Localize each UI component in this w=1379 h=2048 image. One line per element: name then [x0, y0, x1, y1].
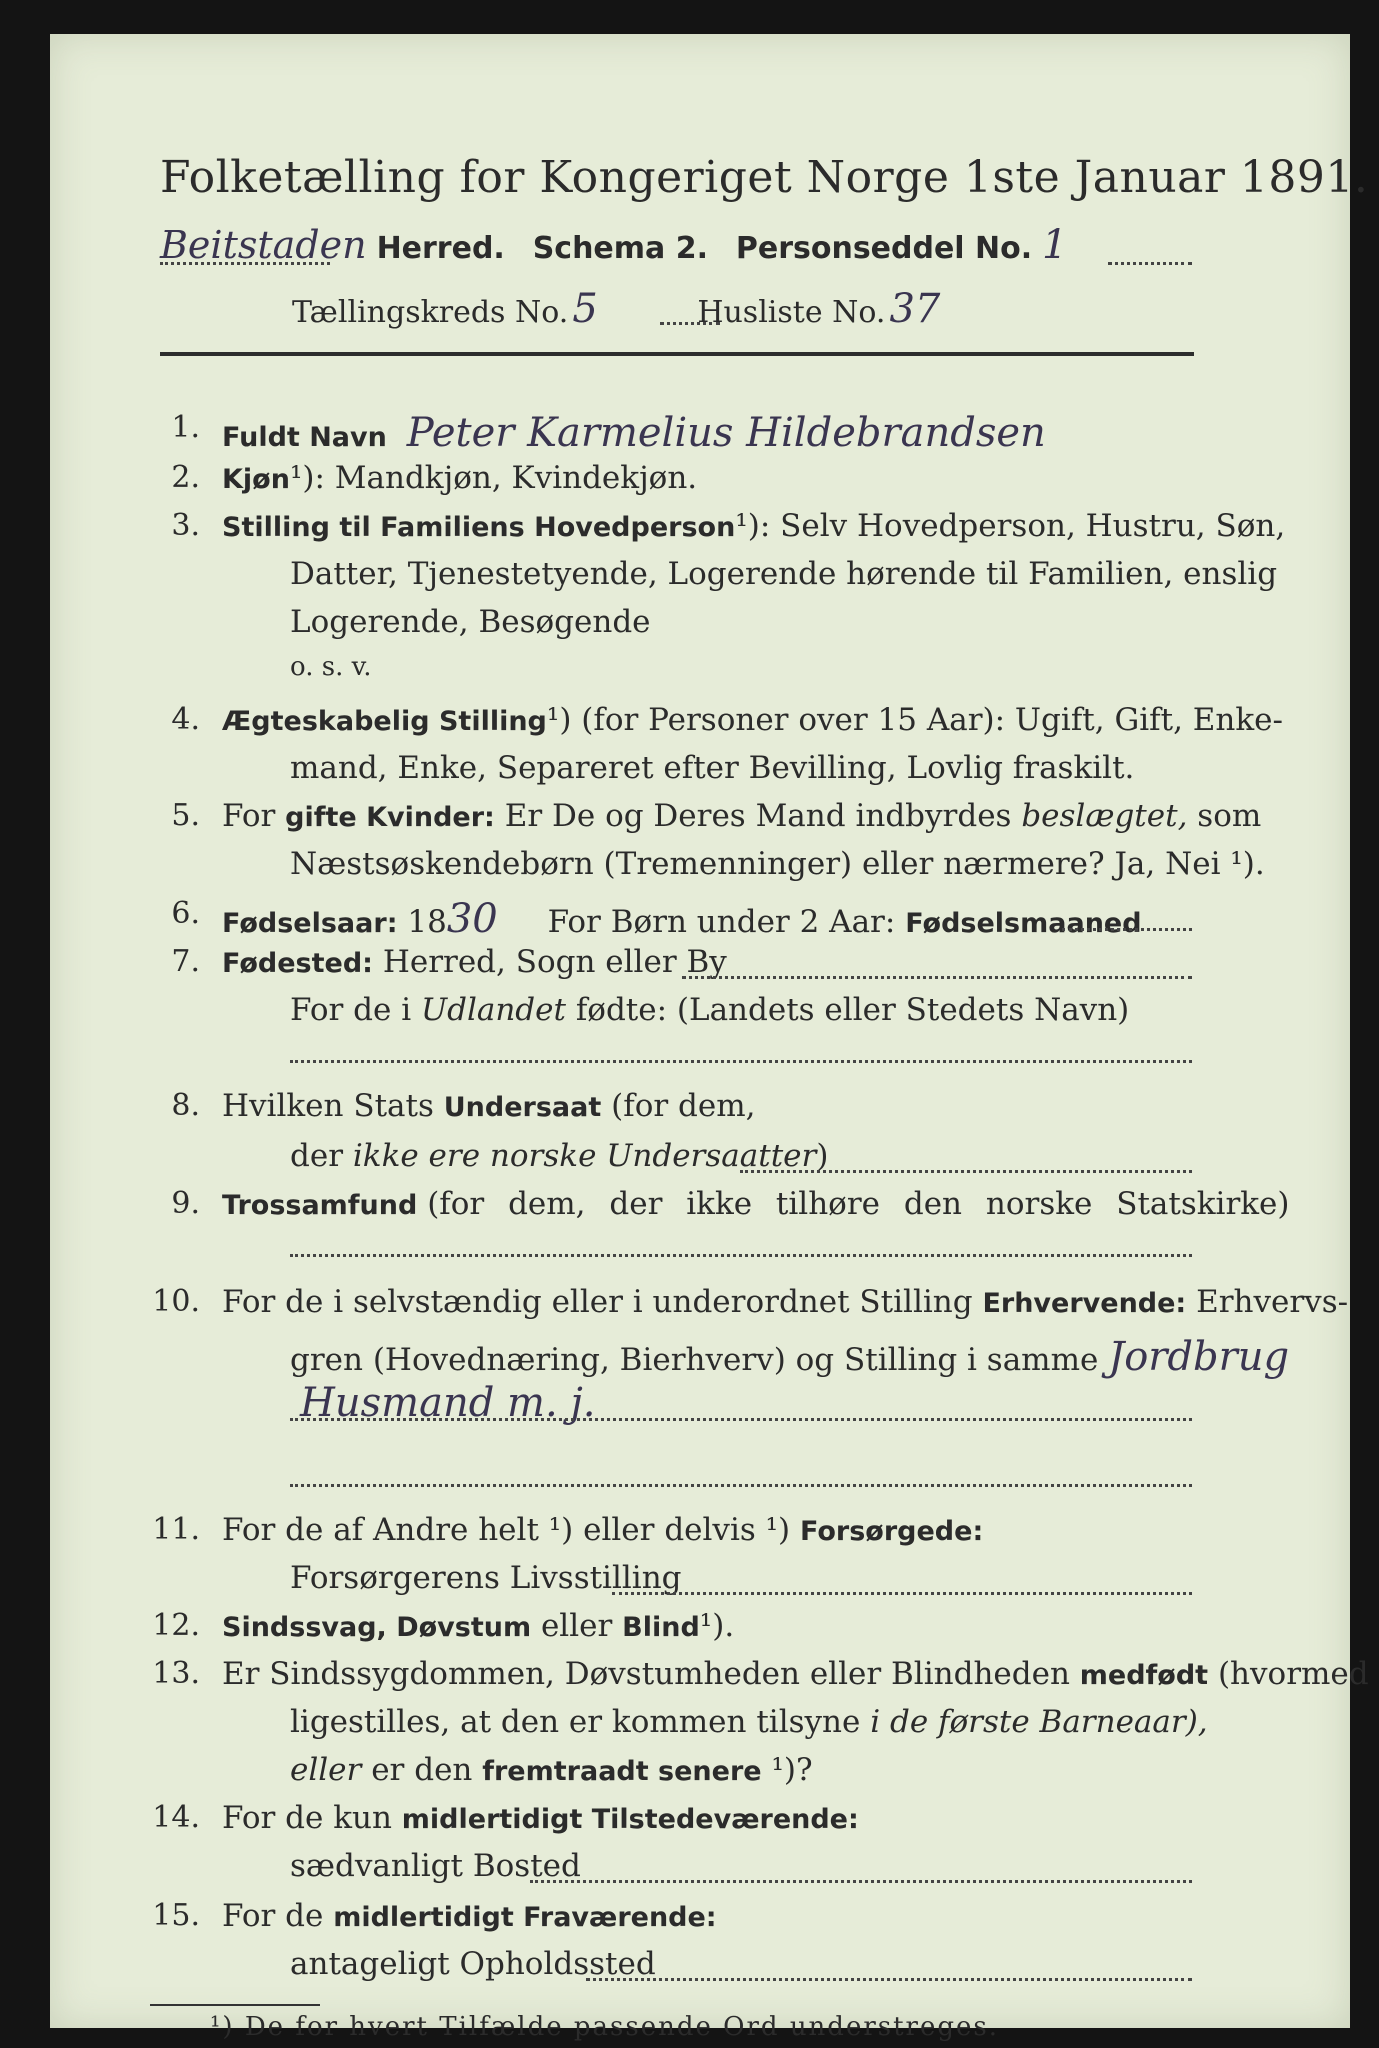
item-6-line [222, 896, 1142, 942]
item-7-italic: Udlandet [420, 992, 566, 1028]
item-8-text-1: (for dem, [611, 1088, 756, 1124]
item-7-line-2 [290, 992, 1129, 1028]
item-8-line-2: der ikke ere norske Undersaatter) [290, 1138, 829, 1174]
kreds-line [292, 286, 940, 332]
item-12-line [222, 1608, 734, 1644]
item-7-dotted-line-1 [682, 976, 1192, 979]
item-13-line-1 [222, 1656, 1369, 1692]
item-10-text-2: gren (Hovednæring, Bierhverv) og Stilling i samme [290, 1342, 1099, 1378]
item-14-dotted-line [530, 1880, 1192, 1883]
herred-dotted-line [160, 262, 330, 265]
item-1-name-value: Peter Karmelius Hildebrandsen [406, 410, 1046, 456]
item-6-number: 6. [171, 896, 200, 931]
item-1-number: 1. [171, 410, 200, 445]
item-11-label: Forsørgede: [800, 1516, 984, 1547]
item-4-line-1 [222, 702, 1283, 738]
item-4-text-1: ¹) (for Personer over 15 Aar): Ugift, Gift, Enke- [546, 702, 1283, 738]
item-13-line-2 [290, 1704, 1208, 1740]
item-7-text-1: Herred, Sogn eller By [382, 944, 727, 980]
item-10-line-2 [290, 1334, 1289, 1380]
item-5-text-1: Er De og Deres Mand indbyrdes [504, 798, 1012, 834]
item-3-number: 3. [171, 508, 200, 543]
item-10-handwritten-2: Husmand m. j. [300, 1380, 596, 1426]
kreds-number: 5 [572, 286, 598, 332]
item-5-number: 5. [171, 798, 200, 833]
item-1-line [222, 410, 1046, 456]
footnote: ¹) De for hvert Tilfælde passende Ord understreges. [210, 2012, 1000, 2042]
item-7-dotted-line-2 [290, 1060, 1192, 1063]
item-9-number: 9. [171, 1186, 200, 1221]
item-2-line [222, 460, 697, 496]
item-12-number: 12. [152, 1608, 200, 1643]
item-7-number: 7. [171, 944, 200, 979]
item-5-pre: For [222, 798, 276, 834]
item-7-label: Fødested: [222, 948, 373, 979]
item-13-pre: Er Sindssygdommen, Døvstumheden eller Blindheden [222, 1656, 1070, 1692]
item-2-number: 2. [171, 460, 200, 495]
personseddel-dotted-line [1108, 262, 1192, 265]
header-rule [160, 352, 1194, 356]
item-10-pre: For de i selvstændig eller i underordnet Stilling [222, 1284, 973, 1320]
item-12-mid: eller [540, 1608, 613, 1644]
item-1-label: Fuldt Navn [222, 422, 387, 453]
item-13-italic-3: eller [290, 1752, 362, 1788]
item-5-line-1 [222, 798, 1261, 834]
item-15-label: midlertidigt Fraværende: [333, 1902, 717, 1933]
personseddel-label: Personseddel No. [735, 231, 1033, 266]
item-8-number: 8. [171, 1088, 200, 1123]
item-10-handwritten-1: Jordbrug [1108, 1334, 1290, 1380]
item-9-label: Trossamfund [222, 1190, 418, 1221]
item-10-line-1 [222, 1284, 1348, 1320]
item-3-options-3: Logerende, Besøgende [290, 604, 651, 640]
item-13-italic-2: i de første Barneaar), [870, 1704, 1208, 1740]
item-14-label: midlertidigt Tilstedeværende: [401, 1804, 859, 1835]
item-13-line-3 [290, 1752, 813, 1788]
item-3-options-1: ¹): Selv Hovedperson, Hustru, Søn, [735, 508, 1286, 544]
husliste-label: Husliste No. [697, 295, 886, 330]
item-6-year-value: 30 [446, 896, 498, 942]
item-8-label: Undersaat [443, 1092, 602, 1123]
item-5-text-2: Næstsøskendebørn (Tremenninger) eller nærmere? Ja, Nei ¹). [290, 846, 1265, 882]
item-5-label: gifte Kvinder: [285, 802, 495, 833]
item-12-label: Sindssvag, Døvstum [222, 1612, 532, 1643]
item-12-label-2: Blind [622, 1612, 700, 1643]
footnote-rule [150, 2004, 320, 2006]
item-8-pre: Hvilken Stats [222, 1088, 434, 1124]
item-13-text-2: ligestilles, at den er kommen tilsyne [290, 1704, 861, 1740]
item-15-number: 15. [152, 1898, 200, 1933]
item-2-label: Kjøn [222, 464, 290, 495]
item-13-text-3c: ¹)? [771, 1752, 813, 1788]
item-4-number: 4. [171, 702, 200, 737]
item-11-number: 11. [152, 1512, 200, 1547]
item-10-number: 10. [152, 1284, 200, 1319]
item-15-dotted-line [586, 1978, 1192, 1981]
item-13-number: 13. [152, 1656, 200, 1691]
item-8-italic: ikke ere norske Undersaatter [352, 1138, 817, 1174]
item-13-text-3a: er den [371, 1752, 473, 1788]
form-title: Folketælling for Kongeriget Norge 1ste Januar 1891. [160, 152, 1369, 203]
item-15-text-2: antageligt Opholdssted [290, 1946, 656, 1982]
husliste-number: 37 [889, 286, 941, 332]
item-7-line-1 [222, 944, 727, 980]
item-3-label: Stilling til Familiens Hovedperson [222, 512, 736, 543]
item-9-dotted-line [290, 1254, 1192, 1257]
item-12-end: ¹). [699, 1608, 735, 1644]
item-6-dotted-line [1062, 928, 1192, 931]
item-9-text: (for dem, der ikke tilhøre den norske Statskirke) [427, 1186, 1290, 1222]
herred-label: Herred. [376, 231, 505, 266]
item-13-end: (hvormed [1217, 1656, 1369, 1692]
item-10-label: Erhvervende: [982, 1288, 1187, 1319]
item-11-dotted-line [612, 1592, 1192, 1595]
item-6-label: Fødselsaar: [222, 908, 398, 939]
item-9-line [222, 1186, 1290, 1222]
item-13-label-3: fremtraadt senere [482, 1756, 762, 1787]
item-3-options-2: Datter, Tjenestetyende, Logerende hørende til Familien, enslig [290, 556, 1278, 592]
item-5-italic: beslægtet, [1021, 798, 1188, 834]
herred-handwritten: Beitstaden [160, 223, 367, 267]
item-14-line-1 [222, 1800, 859, 1836]
item-15-pre: For de [222, 1898, 324, 1934]
schema-label: Schema 2. [532, 231, 708, 266]
item-4-text-2: mand, Enke, Separeret efter Bevilling, Lovlig fraskilt. [290, 750, 1135, 786]
item-6-prefix: 18 [407, 904, 447, 940]
item-11-line-1 [222, 1512, 983, 1548]
item-8-dotted-line [740, 1170, 1192, 1173]
personseddel-number: 1 [1042, 222, 1068, 268]
item-2-text: ¹): Mandkjøn, Kvindekjøn. [289, 460, 698, 496]
item-3-options-4: o. s. v. [290, 652, 372, 682]
item-11-text-2: Forsørgerens Livsstilling [290, 1560, 682, 1596]
item-7-text-2a: For de i [290, 992, 412, 1028]
item-6-mid: For Børn under 2 Aar: [547, 904, 896, 940]
item-8-line-1 [222, 1088, 755, 1124]
kreds-label: Tællingskreds No. [292, 295, 569, 330]
item-14-text-2: sædvanligt Bosted [290, 1848, 581, 1884]
item-10-dotted-line-1 [290, 1418, 1192, 1421]
item-4-label: Ægteskabelig Stilling [222, 706, 547, 737]
item-14-pre: For de kun [222, 1800, 392, 1836]
item-10-end: Erhvervs- [1196, 1284, 1349, 1320]
item-5-som: som [1197, 798, 1262, 834]
item-6-label-2: Fødselsmaaned [905, 908, 1142, 939]
item-14-number: 14. [152, 1800, 200, 1835]
item-8-text-2a: der [290, 1138, 344, 1174]
item-11-pre: For de af Andre helt ¹) eller delvis ¹) [222, 1512, 791, 1548]
item-15-line-1 [222, 1898, 717, 1934]
kreds-dotted-line [660, 322, 720, 325]
item-7-text-2b: fødte: (Landets eller Stedets Navn) [575, 992, 1130, 1028]
item-13-label: medfødt [1079, 1660, 1209, 1691]
item-10-dotted-line-2 [290, 1484, 1192, 1487]
item-3-line-1 [222, 508, 1285, 544]
